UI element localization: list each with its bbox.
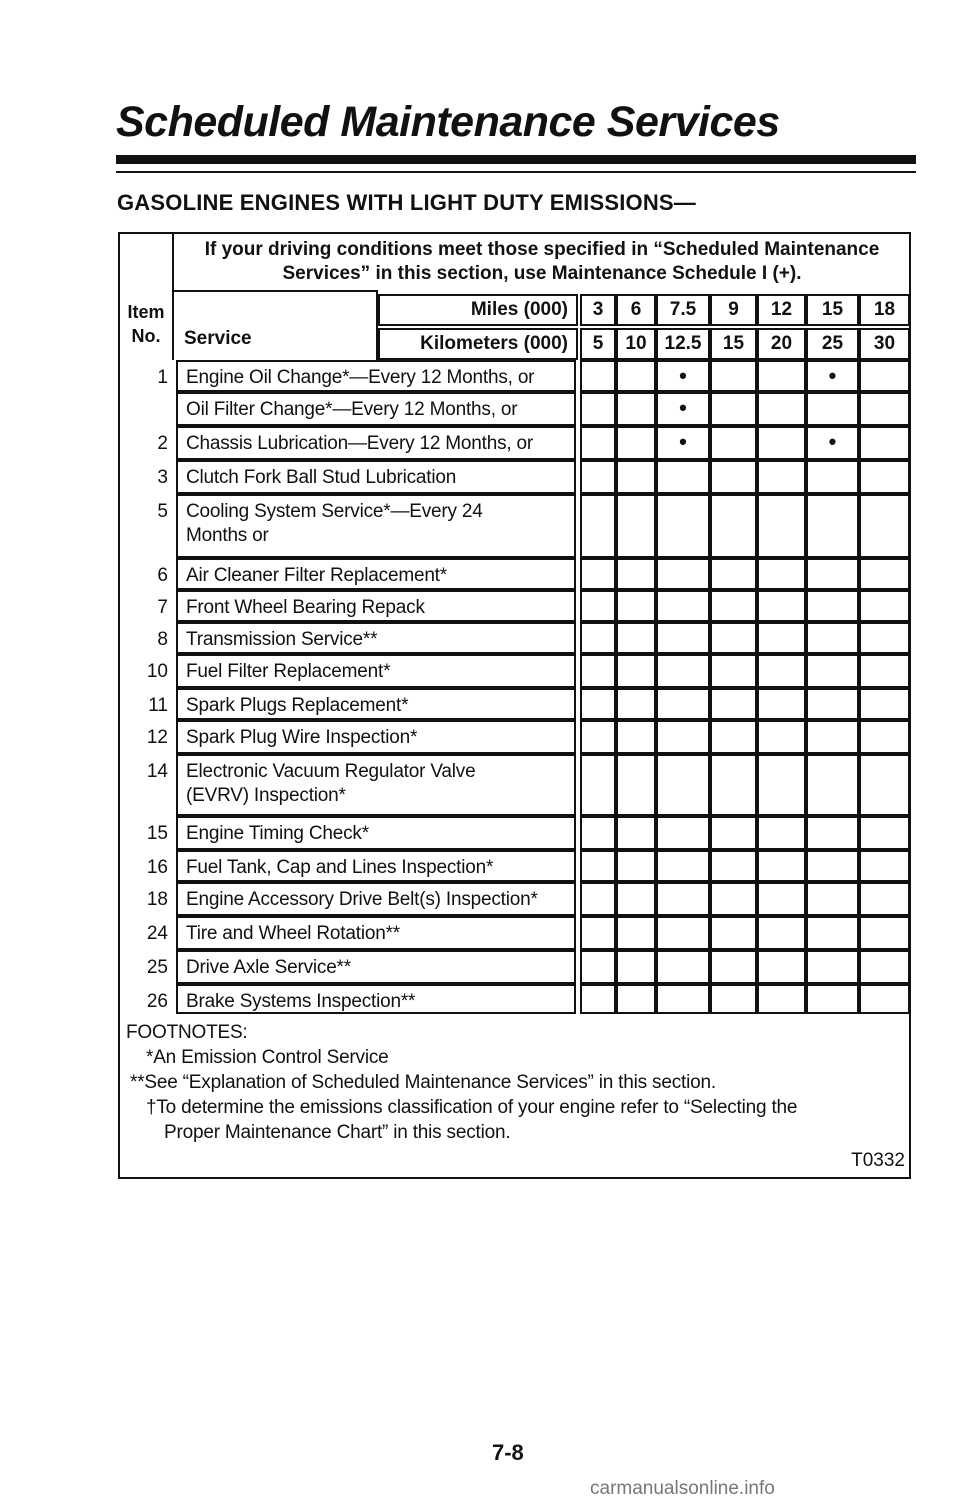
item-number: 3 bbox=[157, 467, 168, 488]
schedule-cell bbox=[656, 494, 710, 558]
schedule-cell bbox=[616, 720, 656, 754]
schedule-cell bbox=[859, 460, 910, 494]
item-number: 8 bbox=[157, 629, 168, 650]
kilometers-label: Kilometers (000) bbox=[378, 328, 578, 360]
item-number: 15 bbox=[146, 823, 168, 844]
schedule-cell bbox=[710, 392, 757, 426]
schedule-cell bbox=[616, 360, 656, 392]
service-text: Engine Accessory Drive Belt(s) Inspection* bbox=[186, 889, 538, 910]
miles-interval-7: 18 bbox=[859, 294, 910, 326]
schedule-cell bbox=[710, 720, 757, 754]
schedule-cell bbox=[656, 950, 710, 984]
schedule-cell bbox=[859, 984, 910, 1014]
schedule-cell bbox=[806, 816, 859, 850]
schedule-cell bbox=[859, 590, 910, 622]
schedule-cell bbox=[616, 916, 656, 950]
item-number: 6 bbox=[157, 565, 168, 586]
schedule-cell bbox=[710, 654, 757, 688]
schedule-cell bbox=[656, 590, 710, 622]
service-cell bbox=[176, 816, 576, 850]
schedule-cell bbox=[806, 850, 859, 882]
schedule-cell bbox=[580, 816, 616, 850]
footnote-emission: *An Emission Control Service bbox=[146, 1047, 389, 1068]
service-cell bbox=[176, 590, 576, 622]
miles-interval-6: 15 bbox=[806, 294, 859, 326]
schedule-cell bbox=[656, 850, 710, 882]
schedule-cell bbox=[580, 882, 616, 916]
schedule-cell bbox=[710, 590, 757, 622]
schedule-cell bbox=[656, 558, 710, 590]
schedule-cell bbox=[806, 590, 859, 622]
service-cell bbox=[176, 494, 576, 558]
table-intro-line-2: Services” in this section, use Maintenance Schedule I (+). bbox=[282, 263, 802, 284]
schedule-cell bbox=[757, 882, 806, 916]
schedule-cell bbox=[859, 850, 910, 882]
page-number: 7-8 bbox=[492, 1440, 524, 1465]
schedule-cell bbox=[859, 816, 910, 850]
service-cell bbox=[176, 882, 576, 916]
schedule-cell bbox=[859, 654, 910, 688]
miles-interval-2: 6 bbox=[616, 294, 656, 326]
schedule-cell bbox=[757, 720, 806, 754]
section-heading: GASOLINE ENGINES WITH LIGHT DUTY EMISSIONS— bbox=[117, 190, 697, 215]
schedule-cell bbox=[710, 882, 757, 916]
service-due-bullet-icon: • bbox=[679, 429, 687, 454]
schedule-cell bbox=[580, 754, 616, 816]
schedule-cell bbox=[806, 688, 859, 720]
schedule-cell bbox=[806, 360, 859, 392]
table-intro bbox=[172, 234, 910, 290]
schedule-cell bbox=[710, 688, 757, 720]
service-text: Months or bbox=[186, 525, 269, 546]
service-text: Oil Filter Change*—Every 12 Months, or bbox=[186, 399, 518, 420]
schedule-cell bbox=[806, 882, 859, 916]
schedule-cell bbox=[710, 754, 757, 816]
schedule-cell bbox=[616, 460, 656, 494]
service-text: Drive Axle Service** bbox=[186, 957, 351, 978]
schedule-cell bbox=[580, 688, 616, 720]
service-text: Cooling System Service*—Every 24 bbox=[186, 501, 483, 522]
schedule-cell bbox=[616, 816, 656, 850]
schedule-cell bbox=[656, 460, 710, 494]
schedule-cell bbox=[806, 654, 859, 688]
service-text: Transmission Service** bbox=[186, 629, 378, 650]
item-number: 25 bbox=[146, 957, 168, 978]
schedule-cell bbox=[580, 360, 616, 392]
km-interval-7: 30 bbox=[859, 328, 910, 360]
service-text: Front Wheel Bearing Repack bbox=[186, 597, 425, 618]
schedule-cell bbox=[710, 460, 757, 494]
schedule-cell bbox=[806, 494, 859, 558]
service-text: Engine Oil Change*—Every 12 Months, or bbox=[186, 367, 535, 388]
schedule-cell bbox=[616, 558, 656, 590]
schedule-cell bbox=[616, 622, 656, 654]
schedule-cell bbox=[656, 622, 710, 654]
service-text: (EVRV) Inspection* bbox=[186, 785, 346, 806]
service-text: Fuel Tank, Cap and Lines Inspection* bbox=[186, 857, 494, 878]
service-text: Tire and Wheel Rotation** bbox=[186, 923, 400, 944]
table-intro-line-1: If your driving conditions meet those specified in “Scheduled Maintenance bbox=[204, 239, 880, 260]
service-text: Spark Plug Wire Inspection* bbox=[186, 727, 418, 748]
service-text: Brake Systems Inspection** bbox=[186, 991, 416, 1012]
service-cell bbox=[176, 426, 576, 460]
item-number: 26 bbox=[146, 991, 168, 1012]
schedule-cell bbox=[757, 654, 806, 688]
schedule-cell bbox=[580, 984, 616, 1014]
schedule-cell bbox=[580, 558, 616, 590]
schedule-cell bbox=[656, 882, 710, 916]
schedule-cell bbox=[757, 984, 806, 1014]
schedule-cell bbox=[859, 426, 910, 460]
footnote-classification-cont: Proper Maintenance Chart” in this section. bbox=[164, 1122, 511, 1143]
schedule-cell bbox=[616, 984, 656, 1014]
schedule-cell bbox=[859, 392, 910, 426]
service-due-bullet-icon: • bbox=[679, 363, 687, 388]
item-number: 11 bbox=[148, 695, 168, 716]
schedule-cell bbox=[616, 426, 656, 460]
schedule-cell bbox=[616, 494, 656, 558]
item-header-line-2: No. bbox=[131, 326, 161, 346]
schedule-cell bbox=[580, 590, 616, 622]
footnote-explanation: **See “Explanation of Scheduled Maintenance Services” in this section. bbox=[130, 1072, 716, 1093]
item-number: 18 bbox=[146, 889, 168, 910]
service-text: Clutch Fork Ball Stud Lubrication bbox=[186, 467, 457, 488]
item-number: 2 bbox=[157, 433, 168, 454]
miles-interval-1: 3 bbox=[580, 294, 616, 326]
service-text: Chassis Lubrication—Every 12 Months, or bbox=[186, 433, 534, 454]
schedule-cell bbox=[580, 916, 616, 950]
service-text: Electronic Vacuum Regulator Valve bbox=[186, 761, 476, 782]
miles-interval-4: 9 bbox=[710, 294, 757, 326]
title-rule bbox=[116, 155, 916, 164]
item-number: 24 bbox=[146, 923, 168, 944]
schedule-cell bbox=[757, 590, 806, 622]
schedule-cell bbox=[806, 984, 859, 1014]
schedule-cell bbox=[616, 688, 656, 720]
schedule-cell bbox=[580, 622, 616, 654]
km-interval-3: 12.5 bbox=[656, 328, 710, 360]
schedule-cell bbox=[859, 916, 910, 950]
service-cell bbox=[176, 392, 576, 426]
schedule-cell bbox=[656, 984, 710, 1014]
schedule-cell bbox=[710, 950, 757, 984]
schedule-cell bbox=[616, 754, 656, 816]
km-interval-5: 20 bbox=[757, 328, 806, 360]
service-cell bbox=[176, 688, 576, 720]
item-number: 10 bbox=[146, 661, 168, 682]
item-number-header bbox=[120, 300, 172, 348]
schedule-cell bbox=[710, 494, 757, 558]
table-code: T0332 bbox=[851, 1150, 905, 1171]
schedule-cell bbox=[757, 622, 806, 654]
service-cell bbox=[176, 916, 576, 950]
schedule-cell bbox=[616, 850, 656, 882]
service-cell bbox=[176, 558, 576, 590]
service-cell bbox=[176, 850, 576, 882]
service-due-bullet-icon: • bbox=[828, 363, 837, 388]
service-text: Air Cleaner Filter Replacement* bbox=[186, 565, 447, 586]
schedule-cell bbox=[656, 816, 710, 850]
schedule-cell bbox=[859, 882, 910, 916]
schedule-cell bbox=[757, 816, 806, 850]
service-text: Engine Timing Check* bbox=[186, 823, 369, 844]
schedule-cell bbox=[859, 360, 910, 392]
km-interval-1: 5 bbox=[580, 328, 616, 360]
schedule-cell bbox=[806, 720, 859, 754]
schedule-cell bbox=[656, 754, 710, 816]
schedule-cell bbox=[757, 916, 806, 950]
footnote-classification: †To determine the emissions classification of your engine refer to “Selecting the bbox=[146, 1097, 798, 1118]
schedule-cell bbox=[580, 392, 616, 426]
item-header-line-1: Item bbox=[127, 302, 165, 322]
schedule-cell bbox=[616, 882, 656, 916]
schedule-cell bbox=[757, 494, 806, 558]
watermark: carmanualsonline.info bbox=[590, 1478, 775, 1499]
service-cell bbox=[176, 754, 576, 816]
schedule-cell bbox=[656, 654, 710, 688]
schedule-cell bbox=[757, 950, 806, 984]
schedule-cell bbox=[656, 916, 710, 950]
service-cell bbox=[176, 984, 576, 1014]
footnotes-title: FOOTNOTES: bbox=[126, 1022, 248, 1043]
service-cell bbox=[176, 720, 576, 754]
km-interval-4: 15 bbox=[710, 328, 757, 360]
schedule-cell bbox=[859, 950, 910, 984]
item-number: 12 bbox=[146, 727, 168, 748]
service-cell bbox=[176, 460, 576, 494]
title-rule-thin bbox=[116, 171, 916, 173]
schedule-cell bbox=[859, 558, 910, 590]
schedule-cell bbox=[757, 558, 806, 590]
item-number: 5 bbox=[157, 501, 168, 522]
service-cell bbox=[176, 360, 576, 392]
schedule-cell bbox=[580, 850, 616, 882]
item-number: 1 bbox=[157, 367, 168, 388]
schedule-cell bbox=[806, 460, 859, 494]
schedule-cell bbox=[580, 654, 616, 688]
schedule-cell bbox=[859, 622, 910, 654]
schedule-cell bbox=[757, 426, 806, 460]
schedule-cell bbox=[806, 622, 859, 654]
schedule-cell bbox=[656, 392, 710, 426]
schedule-cell bbox=[616, 392, 656, 426]
schedule-cell bbox=[656, 688, 710, 720]
schedule-cell bbox=[710, 558, 757, 590]
service-cell bbox=[176, 654, 576, 688]
schedule-cell bbox=[757, 460, 806, 494]
schedule-cell bbox=[656, 720, 710, 754]
schedule-cell bbox=[806, 754, 859, 816]
schedule-cell bbox=[806, 558, 859, 590]
schedule-cell bbox=[580, 720, 616, 754]
service-header: Service bbox=[184, 328, 252, 349]
schedule-cell bbox=[757, 850, 806, 882]
item-number: 7 bbox=[157, 597, 168, 618]
schedule-cell bbox=[710, 916, 757, 950]
miles-interval-3: 7.5 bbox=[656, 294, 710, 326]
miles-label: Miles (000) bbox=[378, 294, 578, 326]
schedule-cell bbox=[656, 360, 710, 392]
service-text: Fuel Filter Replacement* bbox=[186, 661, 391, 682]
schedule-cell bbox=[580, 460, 616, 494]
service-due-bullet-icon: • bbox=[679, 395, 687, 420]
schedule-cell bbox=[710, 426, 757, 460]
schedule-cell bbox=[710, 360, 757, 392]
schedule-cell bbox=[710, 816, 757, 850]
schedule-cell bbox=[806, 392, 859, 426]
schedule-cell bbox=[710, 984, 757, 1014]
page-title: Scheduled Maintenance Services bbox=[116, 98, 780, 146]
schedule-cell bbox=[757, 392, 806, 426]
schedule-cell bbox=[710, 622, 757, 654]
schedule-cell bbox=[859, 688, 910, 720]
schedule-cell bbox=[806, 916, 859, 950]
service-text: Spark Plugs Replacement* bbox=[186, 695, 409, 716]
schedule-cell bbox=[757, 688, 806, 720]
schedule-cell bbox=[616, 654, 656, 688]
schedule-cell bbox=[580, 426, 616, 460]
km-interval-6: 25 bbox=[806, 328, 859, 360]
schedule-cell bbox=[806, 426, 859, 460]
schedule-cell bbox=[580, 950, 616, 984]
km-interval-2: 10 bbox=[616, 328, 656, 360]
schedule-cell bbox=[859, 494, 910, 558]
service-due-bullet-icon: • bbox=[828, 429, 837, 454]
service-cell bbox=[176, 950, 576, 984]
schedule-cell bbox=[806, 950, 859, 984]
item-number: 14 bbox=[146, 761, 168, 782]
schedule-cell bbox=[616, 950, 656, 984]
schedule-cell bbox=[859, 754, 910, 816]
schedule-cell bbox=[859, 720, 910, 754]
schedule-cell bbox=[757, 360, 806, 392]
schedule-cell bbox=[580, 494, 616, 558]
schedule-cell bbox=[616, 590, 656, 622]
service-cell bbox=[176, 622, 576, 654]
schedule-cell bbox=[656, 426, 710, 460]
schedule-cell bbox=[710, 850, 757, 882]
footnotes bbox=[126, 1020, 906, 1145]
item-number: 16 bbox=[146, 857, 168, 878]
schedule-cell bbox=[757, 754, 806, 816]
miles-interval-5: 12 bbox=[757, 294, 806, 326]
